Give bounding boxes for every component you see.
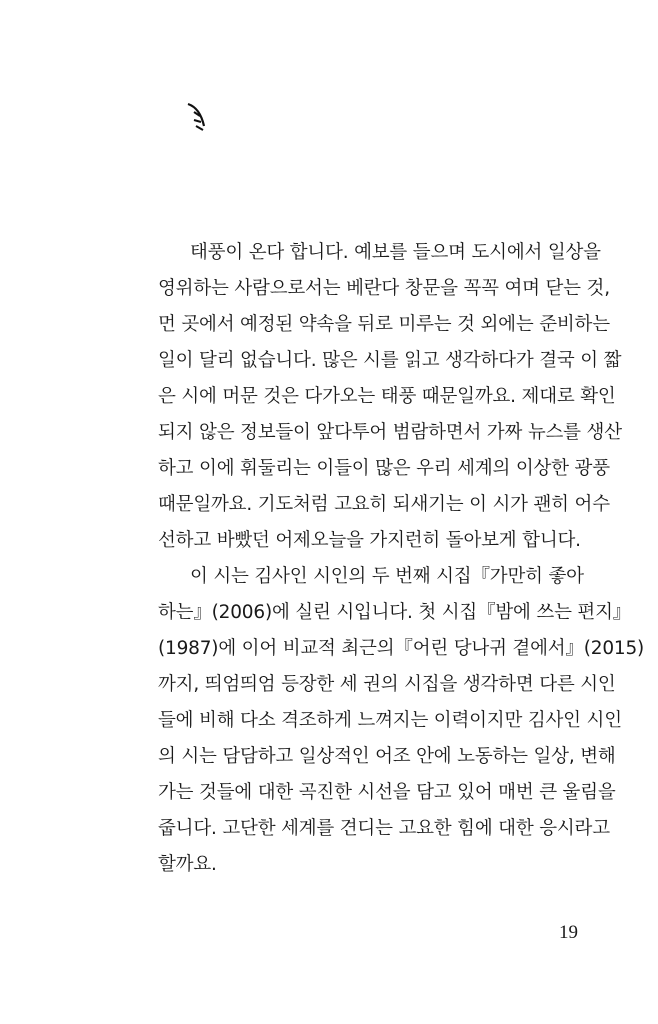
text-line: 하고 이에 휘둘리는 이들이 많은 우리 세계의 이상한 광풍 (158, 458, 610, 479)
text-line: 까지, 띄엄띄엄 등장한 세 권의 시집을 생각하면 다른 시인 (158, 674, 616, 695)
text-line: 이 시는 김사인 시인의 두 번째 시집『가만히 좋아 (190, 566, 584, 587)
text-line: (1987)에 이어 비교적 최근의『어린 당나귀 곁에서』(2015) (158, 638, 645, 659)
text-line: 영위하는 사람으로서는 베란다 창문을 꼭꼭 여며 닫는 것, (158, 278, 610, 299)
section-mark-icon (186, 100, 216, 140)
text-line: 의 시는 담담하고 일상적인 어조 안에 노동하는 일상, 변해 (158, 746, 616, 767)
body-text (158, 235, 645, 883)
text-line: 선하고 바빴던 어제오늘을 가지런히 돌아보게 합니다. (158, 530, 581, 551)
text-line: 먼 곳에서 예정된 약속을 뒤로 미루는 것 외에는 준비하는 (158, 314, 610, 335)
text-line: 은 시에 머문 것은 다가오는 태풍 때문일까요. 제대로 확인 (158, 386, 616, 407)
text-line: 때문일까요. 기도처럼 고요히 되새기는 이 시가 괜히 어수 (158, 494, 610, 515)
text-line: 태풍이 온다 합니다. 예보를 들으며 도시에서 일상을 (190, 242, 601, 263)
text-line: 하는』(2006)에 실린 시입니다. 첫 시집『밤에 쓰는 편지』 (158, 602, 632, 623)
text-line: 할까요. (158, 854, 217, 875)
text-line: 줍니다. 고단한 세계를 견디는 고요한 힘에 대한 응시라고 (158, 818, 610, 839)
text-line: 가는 것들에 대한 곡진한 시선을 담고 있어 매번 큰 울림을 (158, 782, 616, 803)
text-line: 되지 않은 정보들이 앞다투어 범람하면서 가짜 뉴스를 생산 (158, 422, 622, 443)
text-line: 들에 비해 다소 격조하게 느껴지는 이력이지만 김사인 시인 (158, 710, 622, 731)
page-number: 19 (559, 922, 578, 943)
text-line: 일이 달리 없습니다. 많은 시를 읽고 생각하다가 결국 이 짧 (158, 350, 622, 371)
